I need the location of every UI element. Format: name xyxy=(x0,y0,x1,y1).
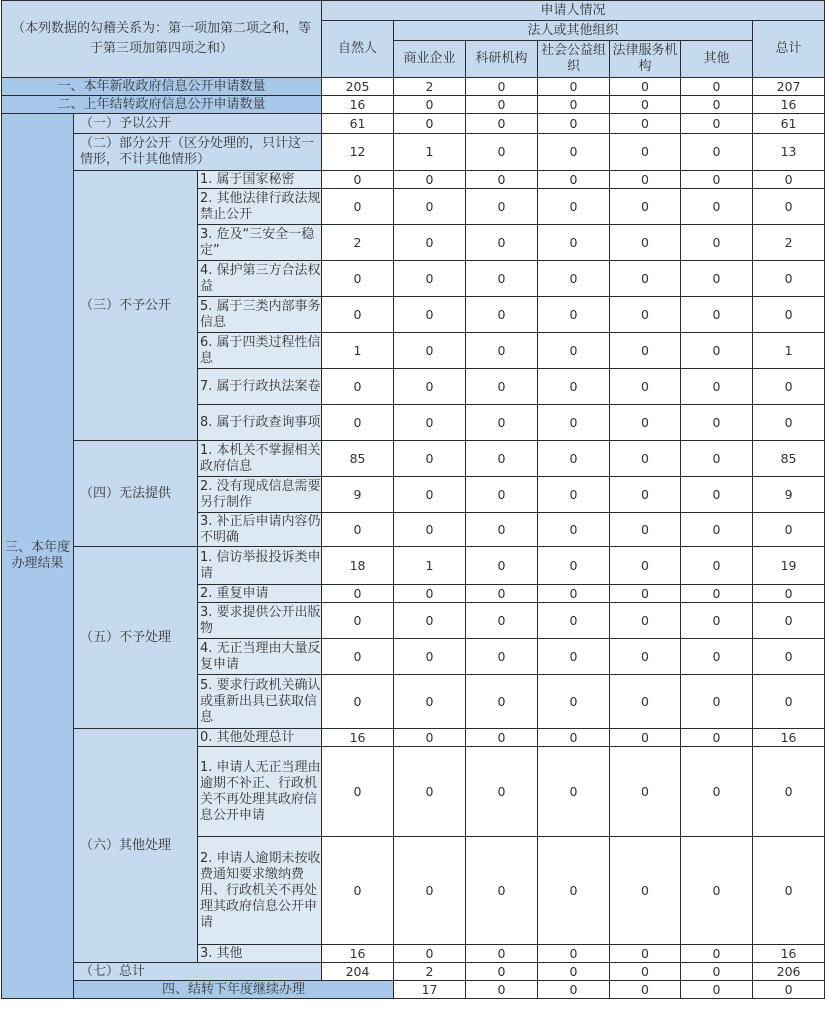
value-cell: 0 xyxy=(466,114,538,134)
value-cell: 0 xyxy=(538,603,610,639)
value-cell: 1 xyxy=(322,333,394,369)
value-cell: 0 xyxy=(610,441,681,477)
value-cell: 0 xyxy=(681,675,753,729)
legal-entity-header: 法人或其他组织 xyxy=(394,21,753,41)
value-cell: 0 xyxy=(681,547,753,585)
value-cell: 0 xyxy=(681,114,753,134)
value-cell: 0 xyxy=(394,585,466,603)
value-cell: 0 xyxy=(538,729,610,747)
value-cell: 0 xyxy=(538,225,610,261)
value-cell: 0 xyxy=(753,603,825,639)
value-cell: 0 xyxy=(681,945,753,963)
value-cell: 0 xyxy=(394,333,466,369)
not-processed-label: （五）不予处理 xyxy=(74,547,198,729)
value-cell: 0 xyxy=(466,513,538,547)
sub-item-label: 2. 重复申请 xyxy=(198,585,322,603)
value-cell: 0 xyxy=(681,333,753,369)
value-cell: 0 xyxy=(681,171,753,189)
value-cell: 0 xyxy=(466,585,538,603)
value-cell: 0 xyxy=(753,639,825,675)
value-cell: 0 xyxy=(753,261,825,297)
reconciliation-note: （本列数据的勾稽关系为：第一项加第二项之和，等于第三项加第四项之和） xyxy=(2,1,322,78)
value-cell: 0 xyxy=(394,261,466,297)
value-cell: 207 xyxy=(753,78,825,96)
value-cell: 18 xyxy=(322,547,394,585)
table-row xyxy=(2,134,825,171)
value-cell: 0 xyxy=(681,297,753,333)
results-section-label: 三、本年度办理结果 xyxy=(2,114,74,999)
value-cell: 0 xyxy=(466,981,538,999)
value-cell: 0 xyxy=(538,675,610,729)
value-cell: 61 xyxy=(753,114,825,134)
value-cell: 0 xyxy=(681,513,753,547)
value-cell: 0 xyxy=(394,945,466,963)
value-cell: 0 xyxy=(538,261,610,297)
value-cell: 0 xyxy=(466,333,538,369)
sub-item-label: 7. 属于行政执法案卷 xyxy=(198,369,322,405)
sub-item-label: 4. 无正当理由大量反复申请 xyxy=(198,639,322,675)
sub-item-label: 3. 要求提供公开出版物 xyxy=(198,603,322,639)
value-cell: 0 xyxy=(466,369,538,405)
other-processing-label: （六）其他处理 xyxy=(74,729,198,963)
value-cell: 0 xyxy=(538,585,610,603)
value-cell: 0 xyxy=(466,189,538,225)
value-cell: 0 xyxy=(394,96,466,114)
value-cell: 12 xyxy=(322,134,394,171)
disclosed-label: （一）予以公开 xyxy=(74,114,322,134)
value-cell: 0 xyxy=(394,369,466,405)
sub-item-label: 5. 属于三类内部事务信息 xyxy=(198,297,322,333)
research-header: 科研机构 xyxy=(466,41,538,78)
value-cell: 0 xyxy=(610,225,681,261)
sub-item-label: 1. 申请人无正当理由逾期不补正、行政机关不再处理其政府信息公开申请 xyxy=(198,747,322,837)
sub-item-label: 3. 其他 xyxy=(198,945,322,963)
value-cell: 16 xyxy=(753,729,825,747)
value-cell: 0 xyxy=(394,441,466,477)
value-cell: 0 xyxy=(466,171,538,189)
sub-item-label: 8. 属于行政查询事项 xyxy=(198,405,322,441)
value-cell: 0 xyxy=(681,729,753,747)
value-cell: 0 xyxy=(466,945,538,963)
value-cell: 206 xyxy=(753,963,825,981)
value-cell: 0 xyxy=(753,585,825,603)
value-cell: 0 xyxy=(610,547,681,585)
value-cell: 0 xyxy=(610,963,681,981)
value-cell: 0 xyxy=(681,134,753,171)
value-cell: 0 xyxy=(322,405,394,441)
value-cell: 0 xyxy=(753,171,825,189)
value-cell: 0 xyxy=(538,547,610,585)
value-cell: 0 xyxy=(322,171,394,189)
value-cell: 0 xyxy=(610,189,681,225)
value-cell: 0 xyxy=(610,945,681,963)
value-cell: 0 xyxy=(681,963,753,981)
value-cell: 0 xyxy=(610,981,681,999)
value-cell: 0 xyxy=(681,639,753,675)
sub-item-label: 5. 要求行政机关确认或重新出具已获取信息 xyxy=(198,675,322,729)
value-cell: 0 xyxy=(538,513,610,547)
total-label: （七）总计 xyxy=(74,963,322,981)
applicant-header: 申请人情况 xyxy=(322,1,825,21)
value-cell: 0 xyxy=(610,114,681,134)
value-cell: 0 xyxy=(538,78,610,96)
value-cell: 0 xyxy=(466,837,538,945)
value-cell: 0 xyxy=(538,441,610,477)
value-cell: 0 xyxy=(681,441,753,477)
value-cell: 13 xyxy=(753,134,825,171)
not-disclosed-label: （三）不予公开 xyxy=(74,171,198,441)
value-cell: 0 xyxy=(466,729,538,747)
value-cell: 0 xyxy=(538,639,610,675)
value-cell: 0 xyxy=(681,981,753,999)
value-cell: 2 xyxy=(322,225,394,261)
value-cell: 9 xyxy=(753,477,825,513)
value-cell: 0 xyxy=(753,369,825,405)
social-welfare-header: 社会公益组织 xyxy=(538,41,610,78)
value-cell: 0 xyxy=(538,134,610,171)
value-cell: 0 xyxy=(322,189,394,225)
value-cell: 17 xyxy=(394,981,466,999)
sub-item-label: 2. 申请人逾期未按收费通知要求缴纳费用、行政机关不再处理其政府信息公开申请 xyxy=(198,837,322,945)
value-cell: 85 xyxy=(753,441,825,477)
table-row xyxy=(2,78,825,96)
value-cell: 0 xyxy=(681,78,753,96)
value-cell: 0 xyxy=(538,96,610,114)
value-cell: 0 xyxy=(394,189,466,225)
value-cell: 0 xyxy=(681,261,753,297)
value-cell: 0 xyxy=(610,369,681,405)
table-row xyxy=(2,96,825,114)
sub-item-label: 3. 危及“三安全一稳定” xyxy=(198,225,322,261)
value-cell: 0 xyxy=(753,513,825,547)
value-cell: 0 xyxy=(322,261,394,297)
value-cell: 0 xyxy=(538,837,610,945)
value-cell: 0 xyxy=(681,477,753,513)
value-cell: 0 xyxy=(394,477,466,513)
value-cell: 0 xyxy=(466,477,538,513)
value-cell: 0 xyxy=(538,333,610,369)
value-cell: 0 xyxy=(610,297,681,333)
value-cell: 0 xyxy=(466,297,538,333)
value-cell: 0 xyxy=(394,114,466,134)
value-cell: 0 xyxy=(466,441,538,477)
table-row xyxy=(2,547,825,585)
value-cell: 2 xyxy=(394,963,466,981)
value-cell: 0 xyxy=(538,945,610,963)
table-row xyxy=(2,729,825,747)
partial-disclosure-label: （二）部分公开（区分处理的，只计这一情形，不计其他情形） xyxy=(74,134,322,171)
value-cell: 0 xyxy=(394,513,466,547)
value-cell: 0 xyxy=(538,171,610,189)
value-cell: 0 xyxy=(610,78,681,96)
value-cell: 0 xyxy=(538,369,610,405)
value-cell: 0 xyxy=(394,225,466,261)
value-cell: 0 xyxy=(610,585,681,603)
sub-item-label: 0. 其他处理总计 xyxy=(198,729,322,747)
value-cell: 0 xyxy=(538,114,610,134)
sub-item-label: 2. 没有现成信息需要另行制作 xyxy=(198,477,322,513)
value-cell: 0 xyxy=(466,96,538,114)
value-cell: 0 xyxy=(322,297,394,333)
value-cell: 0 xyxy=(610,513,681,547)
value-cell: 0 xyxy=(466,747,538,837)
value-cell: 0 xyxy=(753,189,825,225)
value-cell: 0 xyxy=(466,405,538,441)
value-cell: 0 xyxy=(681,747,753,837)
disclosure-stats-table xyxy=(1,0,825,999)
value-cell: 0 xyxy=(322,675,394,729)
value-cell: 0 xyxy=(753,747,825,837)
value-cell: 2 xyxy=(394,78,466,96)
value-cell: 0 xyxy=(322,639,394,675)
value-cell: 0 xyxy=(322,837,394,945)
business-header: 商业企业 xyxy=(394,41,466,78)
value-cell: 0 xyxy=(538,963,610,981)
other-header: 其他 xyxy=(681,41,753,78)
value-cell: 0 xyxy=(610,96,681,114)
value-cell: 0 xyxy=(322,369,394,405)
value-cell: 0 xyxy=(610,675,681,729)
sub-item-label: 2. 其他法律行政法规禁止公开 xyxy=(198,189,322,225)
value-cell: 9 xyxy=(322,477,394,513)
value-cell: 0 xyxy=(610,333,681,369)
value-cell: 16 xyxy=(322,945,394,963)
value-cell: 0 xyxy=(466,963,538,981)
total-header: 总计 xyxy=(753,21,825,78)
value-cell: 0 xyxy=(610,261,681,297)
value-cell: 0 xyxy=(394,675,466,729)
value-cell: 0 xyxy=(394,729,466,747)
value-cell: 0 xyxy=(610,747,681,837)
table-row xyxy=(2,171,825,189)
value-cell: 0 xyxy=(394,405,466,441)
value-cell: 204 xyxy=(322,963,394,981)
carried-over-label: 二、上年结转政府信息公开申请数量 xyxy=(2,96,322,114)
value-cell: 0 xyxy=(394,603,466,639)
value-cell: 0 xyxy=(610,405,681,441)
sub-item-label: 6. 属于四类过程性信息 xyxy=(198,333,322,369)
value-cell: 16 xyxy=(322,96,394,114)
value-cell: 0 xyxy=(610,603,681,639)
value-cell: 0 xyxy=(538,747,610,837)
value-cell: 0 xyxy=(394,639,466,675)
value-cell: 0 xyxy=(538,981,610,999)
value-cell: 0 xyxy=(610,134,681,171)
new-requests-label: 一、本年新收政府信息公开申请数量 xyxy=(2,78,322,96)
value-cell: 0 xyxy=(322,603,394,639)
value-cell: 16 xyxy=(753,945,825,963)
table-row xyxy=(2,114,825,134)
value-cell: 0 xyxy=(681,369,753,405)
carry-forward-label: 四、结转下年度继续办理 xyxy=(74,981,394,999)
value-cell: 85 xyxy=(322,441,394,477)
value-cell: 0 xyxy=(753,981,825,999)
value-cell: 1 xyxy=(753,333,825,369)
value-cell: 0 xyxy=(610,639,681,675)
value-cell: 19 xyxy=(753,547,825,585)
value-cell: 0 xyxy=(466,78,538,96)
value-cell: 0 xyxy=(681,585,753,603)
sub-item-label: 4. 保护第三方合法权益 xyxy=(198,261,322,297)
value-cell: 0 xyxy=(394,747,466,837)
value-cell: 0 xyxy=(466,675,538,729)
value-cell: 61 xyxy=(322,114,394,134)
value-cell: 0 xyxy=(538,189,610,225)
value-cell: 0 xyxy=(681,225,753,261)
natural-person-header: 自然人 xyxy=(322,21,394,78)
table-row xyxy=(2,981,825,999)
value-cell: 0 xyxy=(538,297,610,333)
value-cell: 2 xyxy=(753,225,825,261)
value-cell: 16 xyxy=(753,96,825,114)
value-cell: 205 xyxy=(322,78,394,96)
value-cell: 1 xyxy=(394,134,466,171)
value-cell: 0 xyxy=(681,837,753,945)
value-cell: 0 xyxy=(466,603,538,639)
value-cell: 0 xyxy=(681,96,753,114)
value-cell: 0 xyxy=(753,837,825,945)
value-cell: 0 xyxy=(466,225,538,261)
value-cell: 0 xyxy=(681,603,753,639)
unable-to-provide-label: （四）无法提供 xyxy=(74,441,198,547)
header-row-1 xyxy=(2,1,825,21)
value-cell: 1 xyxy=(394,547,466,585)
value-cell: 0 xyxy=(681,189,753,225)
value-cell: 0 xyxy=(753,675,825,729)
value-cell: 0 xyxy=(753,297,825,333)
value-cell: 0 xyxy=(466,134,538,171)
value-cell: 0 xyxy=(753,405,825,441)
sub-item-label: 1. 本机关不掌握相关政府信息 xyxy=(198,441,322,477)
value-cell: 0 xyxy=(538,405,610,441)
value-cell: 0 xyxy=(466,639,538,675)
value-cell: 0 xyxy=(394,837,466,945)
value-cell: 0 xyxy=(681,405,753,441)
value-cell: 0 xyxy=(322,747,394,837)
sub-item-label: 1. 属于国家秘密 xyxy=(198,171,322,189)
value-cell: 0 xyxy=(610,477,681,513)
value-cell: 0 xyxy=(610,171,681,189)
value-cell: 0 xyxy=(610,729,681,747)
table-row xyxy=(2,963,825,981)
value-cell: 0 xyxy=(538,477,610,513)
legal-service-header: 法律服务机构 xyxy=(610,41,681,78)
value-cell: 0 xyxy=(322,585,394,603)
value-cell: 0 xyxy=(610,837,681,945)
value-cell: 0 xyxy=(466,547,538,585)
value-cell: 0 xyxy=(394,297,466,333)
table-row xyxy=(2,441,825,477)
value-cell: 0 xyxy=(322,513,394,547)
value-cell: 0 xyxy=(466,261,538,297)
value-cell: 16 xyxy=(322,729,394,747)
value-cell: 0 xyxy=(394,171,466,189)
sub-item-label: 3. 补正后申请内容仍不明确 xyxy=(198,513,322,547)
sub-item-label: 1. 信访举报投诉类申请 xyxy=(198,547,322,585)
